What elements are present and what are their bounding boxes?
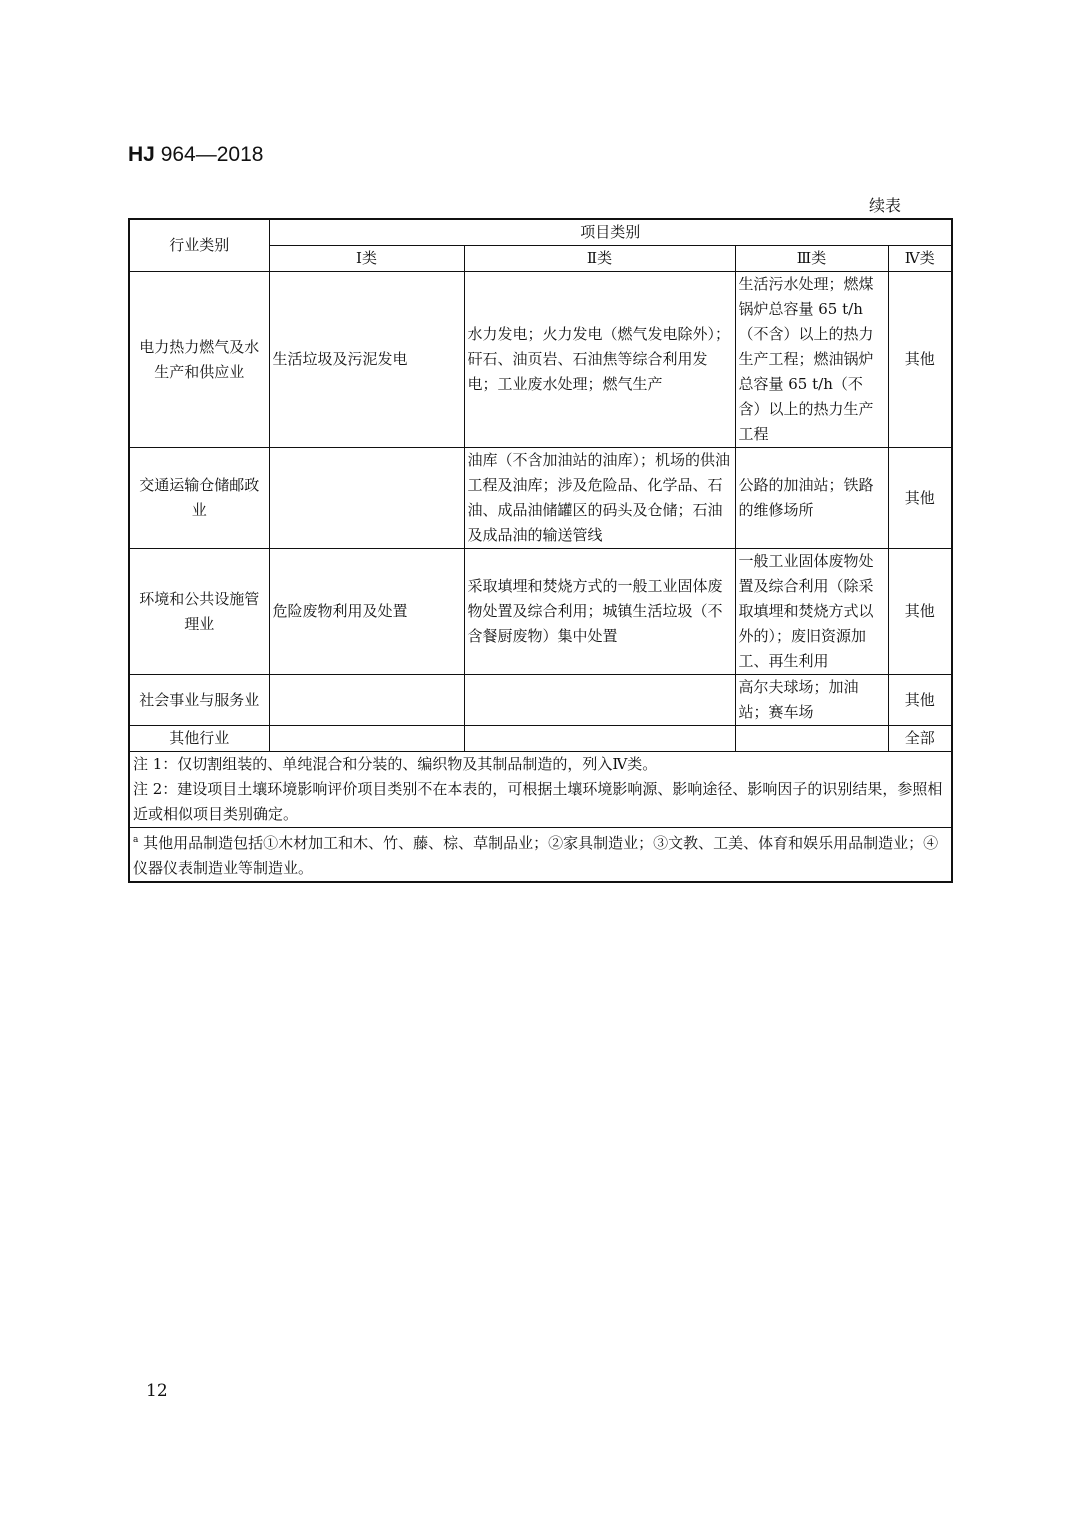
table-continued-label: 续表 [869, 196, 902, 215]
note-1: 注 1：仅切割组装的、单纯混合和分装的、编织物及其制品制造的，列入Ⅳ类。 [133, 755, 658, 773]
class-3-cell: 公路的加油站；铁路的维修场所 [735, 448, 888, 549]
note-2: 注 2：建设项目土壤环境影响评价项目类别不在本表的，可根据土壤环境影响源、影响途径、影响因子的识别结果，参照相近或相似项目类别确定。 [133, 780, 943, 823]
industry-cell: 其他行业 [129, 726, 269, 752]
class-4-cell: 其他 [888, 675, 952, 726]
project-category-table [128, 218, 953, 883]
class-1-cell: 危险废物利用及处置 [269, 549, 464, 675]
footnote-text: 其他用品制造包括①木材加工和木、竹、藤、棕、草制品业；②家具制造业；③文教、工美、体育和娱乐用品制造业；④仪器仪表制造业等制造业。 [133, 834, 939, 877]
header-industry: 行业类别 [129, 219, 269, 272]
class-3-cell: 高尔夫球场；加油站；赛车场 [735, 675, 888, 726]
table-row [129, 675, 952, 726]
class-2-cell: 油库（不含加油站的油库）；机场的供油工程及油库；涉及危险品、化学品、石油、成品油储罐区的码头及仓储；石油及成品油的输送管线 [464, 448, 735, 549]
industry-cell: 交通运输仓储邮政业 [129, 448, 269, 549]
industry-cell: 环境和公共设施管理业 [129, 549, 269, 675]
table-row [129, 272, 952, 448]
class-2-cell: 水力发电；火力发电（燃气发电除外）；矸石、油页岩、石油焦等综合利用发电；工业废水处理；燃气生产 [464, 272, 735, 448]
table-row [129, 549, 952, 675]
header-class-2: Ⅱ类 [464, 246, 735, 272]
class-2-cell: 采取填埋和焚烧方式的一般工业固体废物处置及综合利用；城镇生活垃圾（不含餐厨废物）集中处置 [464, 549, 735, 675]
header-class-4: Ⅳ类 [888, 246, 952, 272]
header-project-category: 项目类别 [269, 219, 952, 246]
standard-code-prefix: HJ [128, 143, 155, 166]
industry-cell: 社会事业与服务业 [129, 675, 269, 726]
class-1-cell [269, 675, 464, 726]
table-row [129, 448, 952, 549]
footnote-cell [129, 828, 952, 883]
standard-code [128, 143, 263, 167]
standard-code-number: 964—2018 [154, 143, 264, 166]
industry-cell: 电力热力燃气及水生产和供应业 [129, 272, 269, 448]
footnote-mark: a [133, 835, 139, 845]
class-4-cell: 其他 [888, 549, 952, 675]
footnote-row [129, 828, 952, 883]
class-4-cell: 其他 [888, 272, 952, 448]
class-1-cell: 生活垃圾及污泥发电 [269, 272, 464, 448]
class-3-cell: 生活污水处理；燃煤锅炉总容量 65 t/h（不含）以上的热力生产工程；燃油锅炉总容量 65 t/h（不含）以上的热力生产工程 [735, 272, 888, 448]
class-1-cell [269, 448, 464, 549]
header-class-1: Ⅰ类 [269, 246, 464, 272]
notes-row [129, 752, 952, 828]
class-3-cell [735, 726, 888, 752]
class-1-cell [269, 726, 464, 752]
table-row [129, 726, 952, 752]
class-2-cell [464, 675, 735, 726]
class-4-cell: 其他 [888, 448, 952, 549]
class-4-cell: 全部 [888, 726, 952, 752]
notes-cell [129, 752, 952, 828]
page-number: 12 [146, 1381, 168, 1401]
header-class-3: Ⅲ类 [735, 246, 888, 272]
class-3-cell: 一般工业固体废物处置及综合利用（除采取填埋和焚烧方式以外的）；废旧资源加工、再生利用 [735, 549, 888, 675]
class-2-cell [464, 726, 735, 752]
